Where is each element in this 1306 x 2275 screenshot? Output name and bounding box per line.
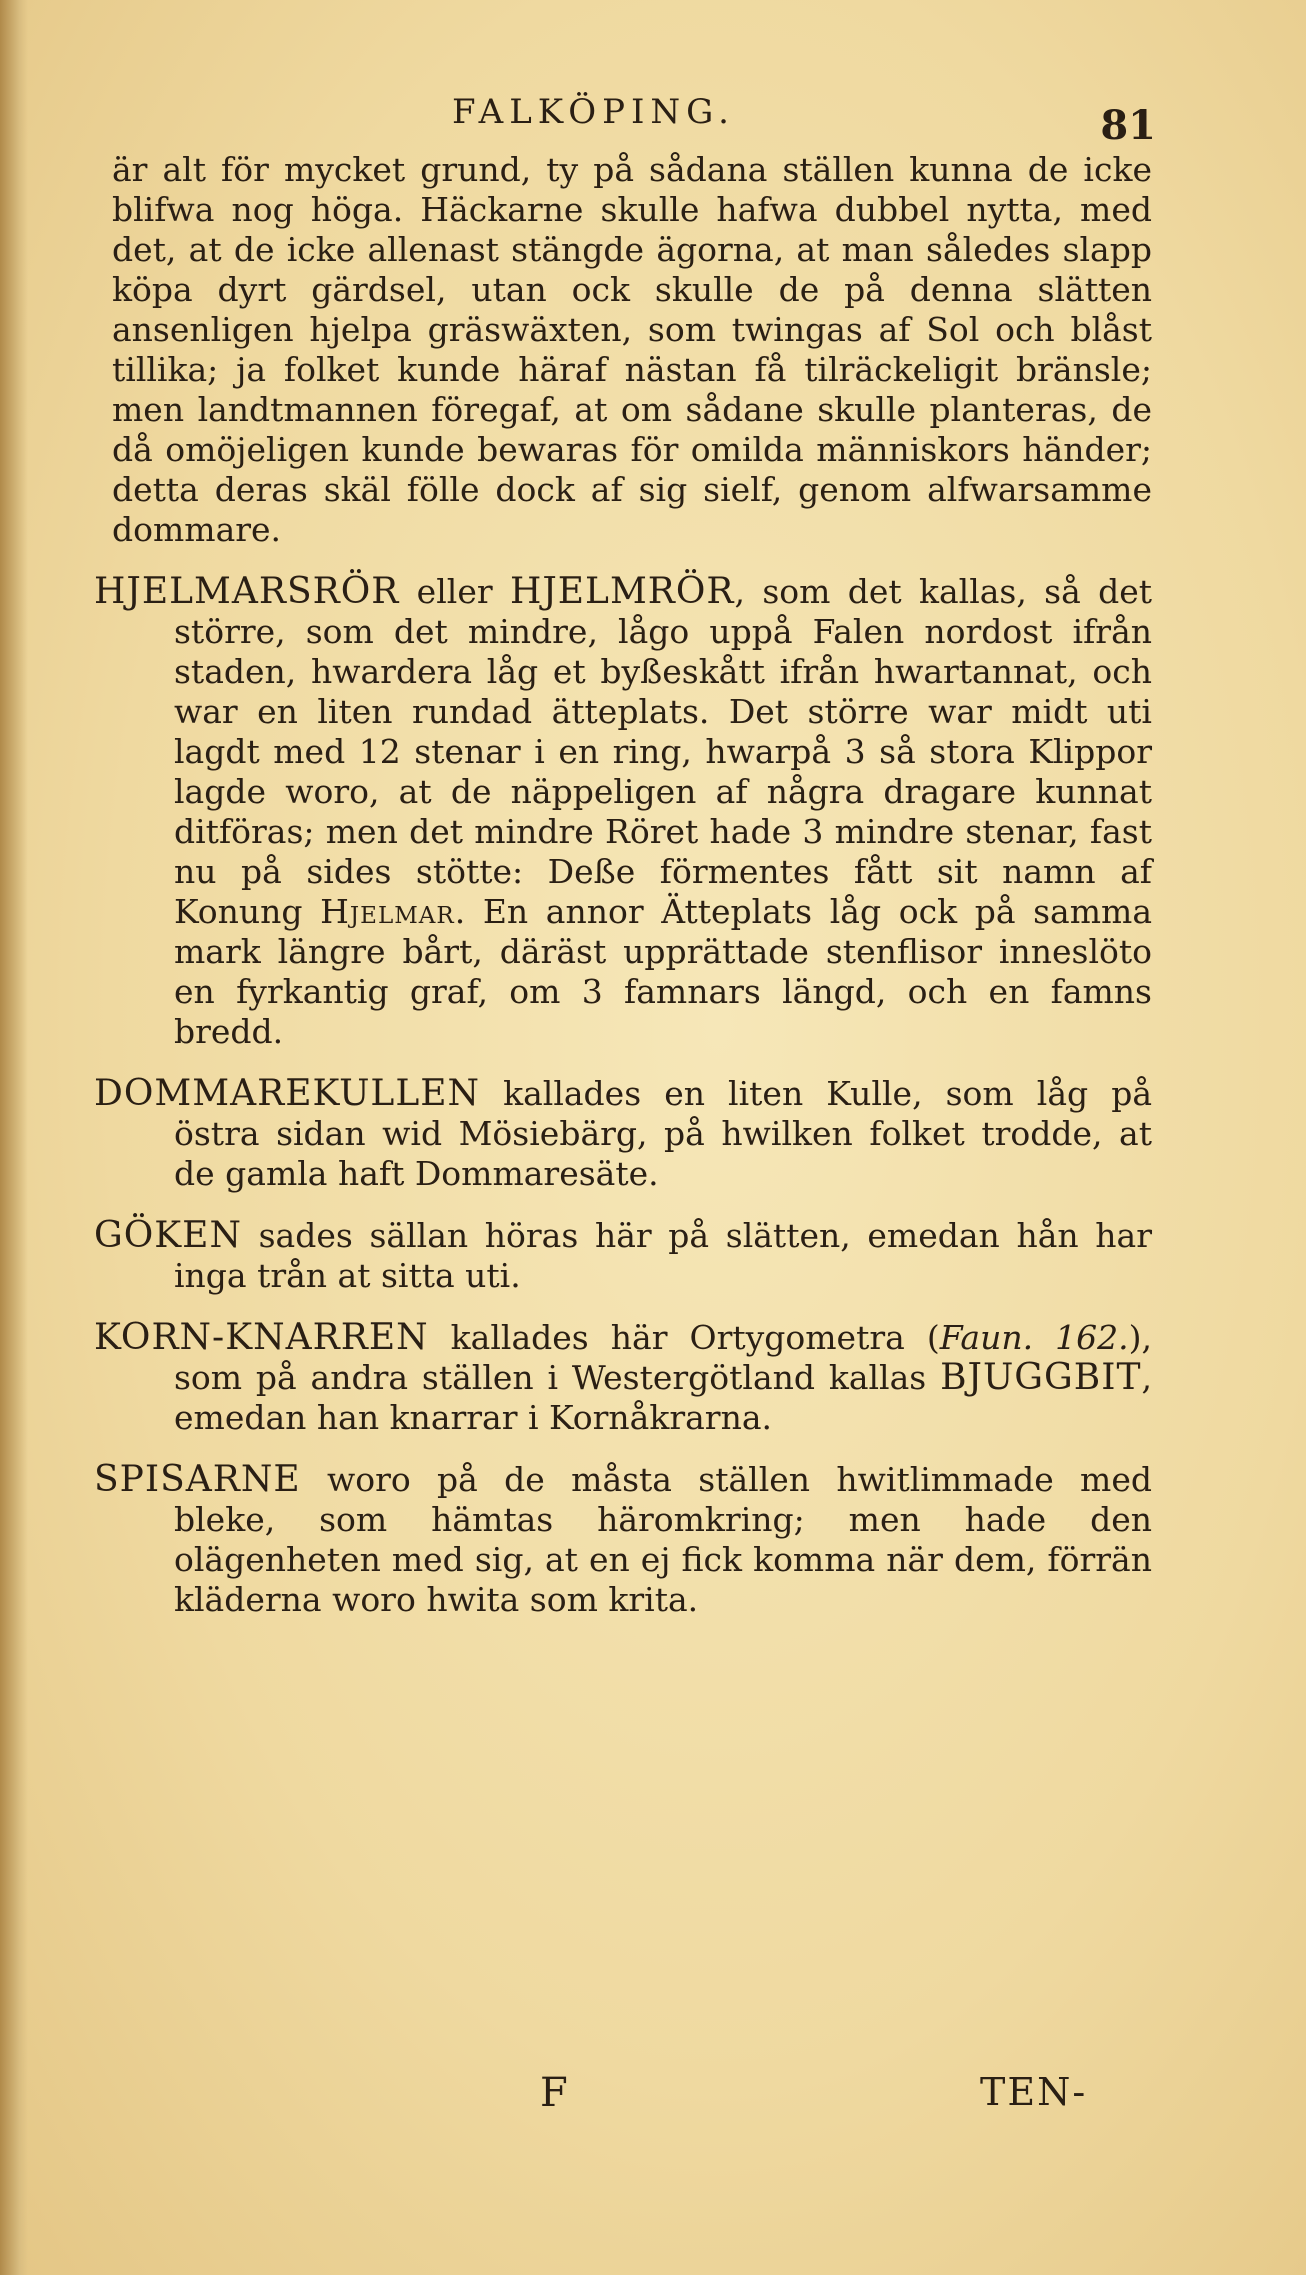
entry-hjelmarsror <box>94 571 1152 1052</box>
entry-keyword: SPISARNE <box>94 1459 301 1500</box>
entry-keyword: KORN-KNARREN <box>94 1317 429 1358</box>
entry-keyword: HJELMARSRÖR <box>94 571 400 612</box>
entry-keyword-alt: BJUGGBIT <box>940 1357 1142 1398</box>
signature-mark: F <box>540 2070 568 2116</box>
entry-text-end: , emedan han knarrar i Kornåkrarna. <box>174 1358 1152 1437</box>
page-number: 81 <box>1100 102 1156 149</box>
running-head: FALKÖPING. <box>452 92 735 132</box>
entry-keyword: DOMMAREKULLEN <box>94 1073 481 1114</box>
entry-text: , som det kallas, så det större, som det mindre, lågo uppå Falen nordost ifrån staden, hwardera låg et byßeskått ifrån hwartannat, och war en liten rundad ätteplats. Det större war midt uti lagdt med 12 stenar i en ring, hwarpå 3 så stora Klippor lagde woro, at de näppeligen af några dragare kunnat ditföras; men det mindre Röret hade 3 mindre stenar, fast nu på sides stötte: Deße förmentes fått sit namn af Konung <box>174 572 1152 931</box>
intro-paragraph: är alt för mycket grund, ty på sådana ställen kunna de icke blifwa nog höga. Häckarne skulle hafwa dubbel nytta, med det, at de icke allenast stängde ägorna, at man således slapp köpa dyrt gärdsel, utan ock skulle de på denna slätten ansenligen hjelpa gräswäxten, som twingas af Sol och blåst tillika; ja folket kunde häraf nästan få tilräckeligit bränsle; men landtmannen föregaf, at om sådane skulle planteras, de då omöjeligen kunde bewaras för omilda människors händer; detta deras skäl fölle dock af sig sielf, genom alfwarsamme dommare. <box>112 150 1152 549</box>
page-binding-shadow <box>0 0 28 2275</box>
entry-connector: eller <box>399 572 510 611</box>
entry-spisarne <box>94 1459 1152 1620</box>
entry-text-continued: . En annor Ätteplats låg ock på samma mark längre bårt, däräst upprättade stenflisor inneslöto en fyrkantig graf, om 3 famnars längd, och en famns bredd. <box>174 892 1152 1051</box>
entry-text: sades sällan höras här på slätten, emedan hån har inga trån at sitta uti. <box>174 1216 1152 1295</box>
entry-text-mid: ), som på andra ställen i Westergötland kallas <box>174 1318 1152 1397</box>
entry-reference-italic: Faun. 162. <box>939 1318 1129 1357</box>
page-body <box>94 150 1152 1642</box>
entry-text: kallades en liten Kulle, som låg på östra sidan wid Mösiebärg, på hwilken folket trodde, at de gamla haft Dommaresäte. <box>174 1074 1152 1193</box>
entry-name-smallcaps: Hjelmar <box>320 892 455 931</box>
entry-text: kallades här Ortygometra ( <box>428 1318 940 1357</box>
entry-dommarekullen <box>94 1073 1152 1194</box>
page-header <box>0 92 1306 149</box>
page-footer <box>0 2070 1306 2130</box>
entry-keyword: GÖKEN <box>94 1215 242 1256</box>
entry-keyword-alt: HJELMRÖR <box>509 571 735 612</box>
entry-goken <box>94 1215 1152 1296</box>
entry-korn-knarren <box>94 1317 1152 1438</box>
entry-text: woro på de måsta ställen hwitlimmade med bleke, som hämtas häromkring; men hade den olägenheten med sig, at en ej fick komma när dem, förrän kläderna woro hwita som krita. <box>174 1460 1152 1619</box>
catchword: TEN- <box>980 2070 1088 2114</box>
